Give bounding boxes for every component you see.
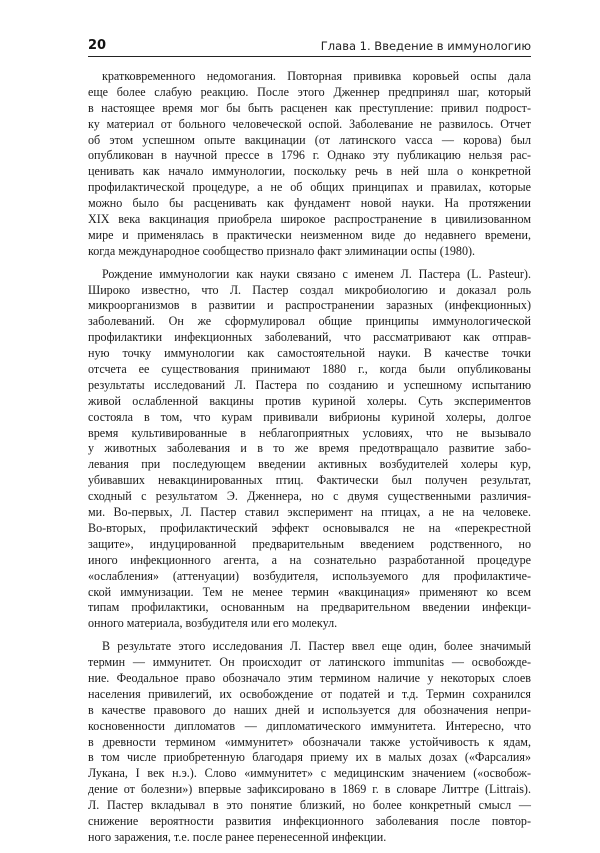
paragraph (88, 267, 531, 632)
text-line: Широко известно, что Л. Пастер создал микробиологию и доказал роль (88, 282, 531, 297)
text-line: опубликован в научной прессе в 1796 г. Однако эту публикацию нельзя рас- (88, 148, 531, 163)
text-line: ного заражения, т.е. после ранее перенесенной инфекции. (88, 829, 387, 844)
text-line: ние. Феодальное право обозначало этим термином наличие у некоторых слоев (88, 670, 531, 685)
text-line: снижение вероятности развития инфекционного заболевания после повтор- (88, 813, 531, 828)
book-page (88, 36, 531, 853)
text-line: В результате этого исследования Л. Пастер ввел еще один, более значимый (102, 639, 531, 654)
text-line: косновенности дипломатов — дипломатического иммунитета. Интересно, что (88, 718, 531, 733)
text-line: в качестве правового до наших дней и используется для обозначения непри- (88, 702, 531, 717)
text-line: ми. Во-первых, Л. Пастер ставил эксперимент на птицах, а не на человеке. (88, 505, 531, 520)
text-line: заболеваний. Он же сформулировал общие принципы иммунологической (88, 314, 531, 329)
body-text (88, 69, 531, 846)
paragraph (88, 69, 531, 260)
text-line: Лукана, I век н.э.). Слово «иммунитет» с медицинским значением («освобож- (88, 766, 531, 781)
text-line: в древности термином «иммунитет» обозначали также устойчивость к ядам, (88, 734, 531, 749)
text-line: результаты исследований Л. Пастера по созданию и успешному испытанию (88, 377, 531, 392)
text-line: термин — иммунитет. Он происходит от латинского immunitas — освобожде- (88, 655, 531, 670)
chapter-title: Глава 1. Введение в иммунологию (320, 39, 531, 53)
text-line: ской иммунизации. Тем не менее термин «вакцинация» применяют ко всем (88, 584, 531, 599)
page-number: 20 (88, 38, 107, 53)
text-line: в том числе приобретенную благодаря приему их в малых дозах («Фарсалия» (88, 750, 531, 765)
text-line: кратковременного недомогания. Повторная прививка коровьей оспы дала (102, 69, 531, 83)
text-line: время культивированные в неблагоприятных условиях, что не вызывало (88, 425, 531, 440)
text-line: левания при последующем введении активных возбудителей холеры кур, (88, 457, 531, 472)
text-line: Рождение иммунологии как науки связано с именем Л. Пастера (L. Pasteur). (102, 266, 531, 281)
text-line: убивавших невакцинированных птиц. Фактически был получен результат, (88, 473, 531, 488)
text-line: микроорганизмов в развитии и распространении заразных (инфекционных) (88, 298, 531, 313)
text-line: состояла в том, что курам прививали вибрионы куриной холеры, долгое (88, 409, 531, 424)
text-line: ную точку иммунологии как самостоятельной науки. В качестве точки (88, 346, 531, 361)
text-line: сходный с результатом Э. Дженнера, но с двумя существенными различия- (88, 489, 531, 504)
text-line: у животных заболевания и в то же время предотвращало развитие забо- (88, 441, 531, 456)
text-line: населения привилегий, их освобождение от податей и т.д. Термин сохранился (88, 686, 531, 701)
text-line: профилактической процедуре, а не об общих принципах и правилах, которые (88, 180, 531, 195)
text-line: иного инфекционного агента, а на сознательно разработанной процедуре (88, 552, 531, 567)
text-line: типам профилактики, основанным на предварительном введении инфекци- (88, 600, 531, 615)
text-line: Во-вторых, профилактический эффект основывался не на «перекрестной (88, 520, 531, 535)
text-line: XIX века вакцинация приобрела широкое распространение в цивилизованном (88, 212, 531, 227)
running-header (88, 36, 531, 57)
text-line: Л. Пастер вкладывал в это понятие близкий, но более конкретный смысл — (88, 798, 531, 813)
text-line: в настоящее время мог бы быть расценен как преступление: привил подрост- (88, 100, 531, 115)
text-line: ценивать как начало иммунологии, поскольку речь в ней шла о конкретной (88, 164, 531, 179)
text-line: отсчета ее существования принимают 1880 г., когда были опубликованы (88, 362, 531, 377)
text-line: профилактики инфекционных заболеваний, что рассматривают как отправ- (88, 330, 531, 345)
paragraph (88, 639, 531, 846)
text-line: еще более слабую реакцию. После этого Дженнер предпринял шаг, который (88, 84, 531, 99)
text-line: живой ослабленной вакцины против куриной холеры. Суть экспериментов (88, 393, 531, 408)
text-line: дение от болезни») впервые зафиксировано в 1869 г. в словаре Литтре (Littrais). (88, 782, 531, 797)
text-line: защите», индуцированной предварительным введением родственного, но (88, 536, 531, 551)
text-line: онного материала, возбудителя или его молекул. (88, 616, 338, 631)
text-line: можно было бы расценивать как фундамент новой науки. На протяжении (88, 196, 531, 211)
text-line: об этом успешном опыте вакцинации (от латинского vacca — корова) был (88, 132, 531, 147)
text-line: когда международное сообщество признало факт элиминации оспы (1980). (88, 243, 476, 258)
text-line: ку материал от больного человеческой оспой. Заболевание не развилось. Отчет (88, 116, 531, 131)
text-line: мире и применялась в практически неизменном виде до недавнего времени, (88, 227, 531, 242)
text-line: «ослабления» (аттенуации) возбудителя, используемого для профилактиче- (88, 568, 531, 583)
